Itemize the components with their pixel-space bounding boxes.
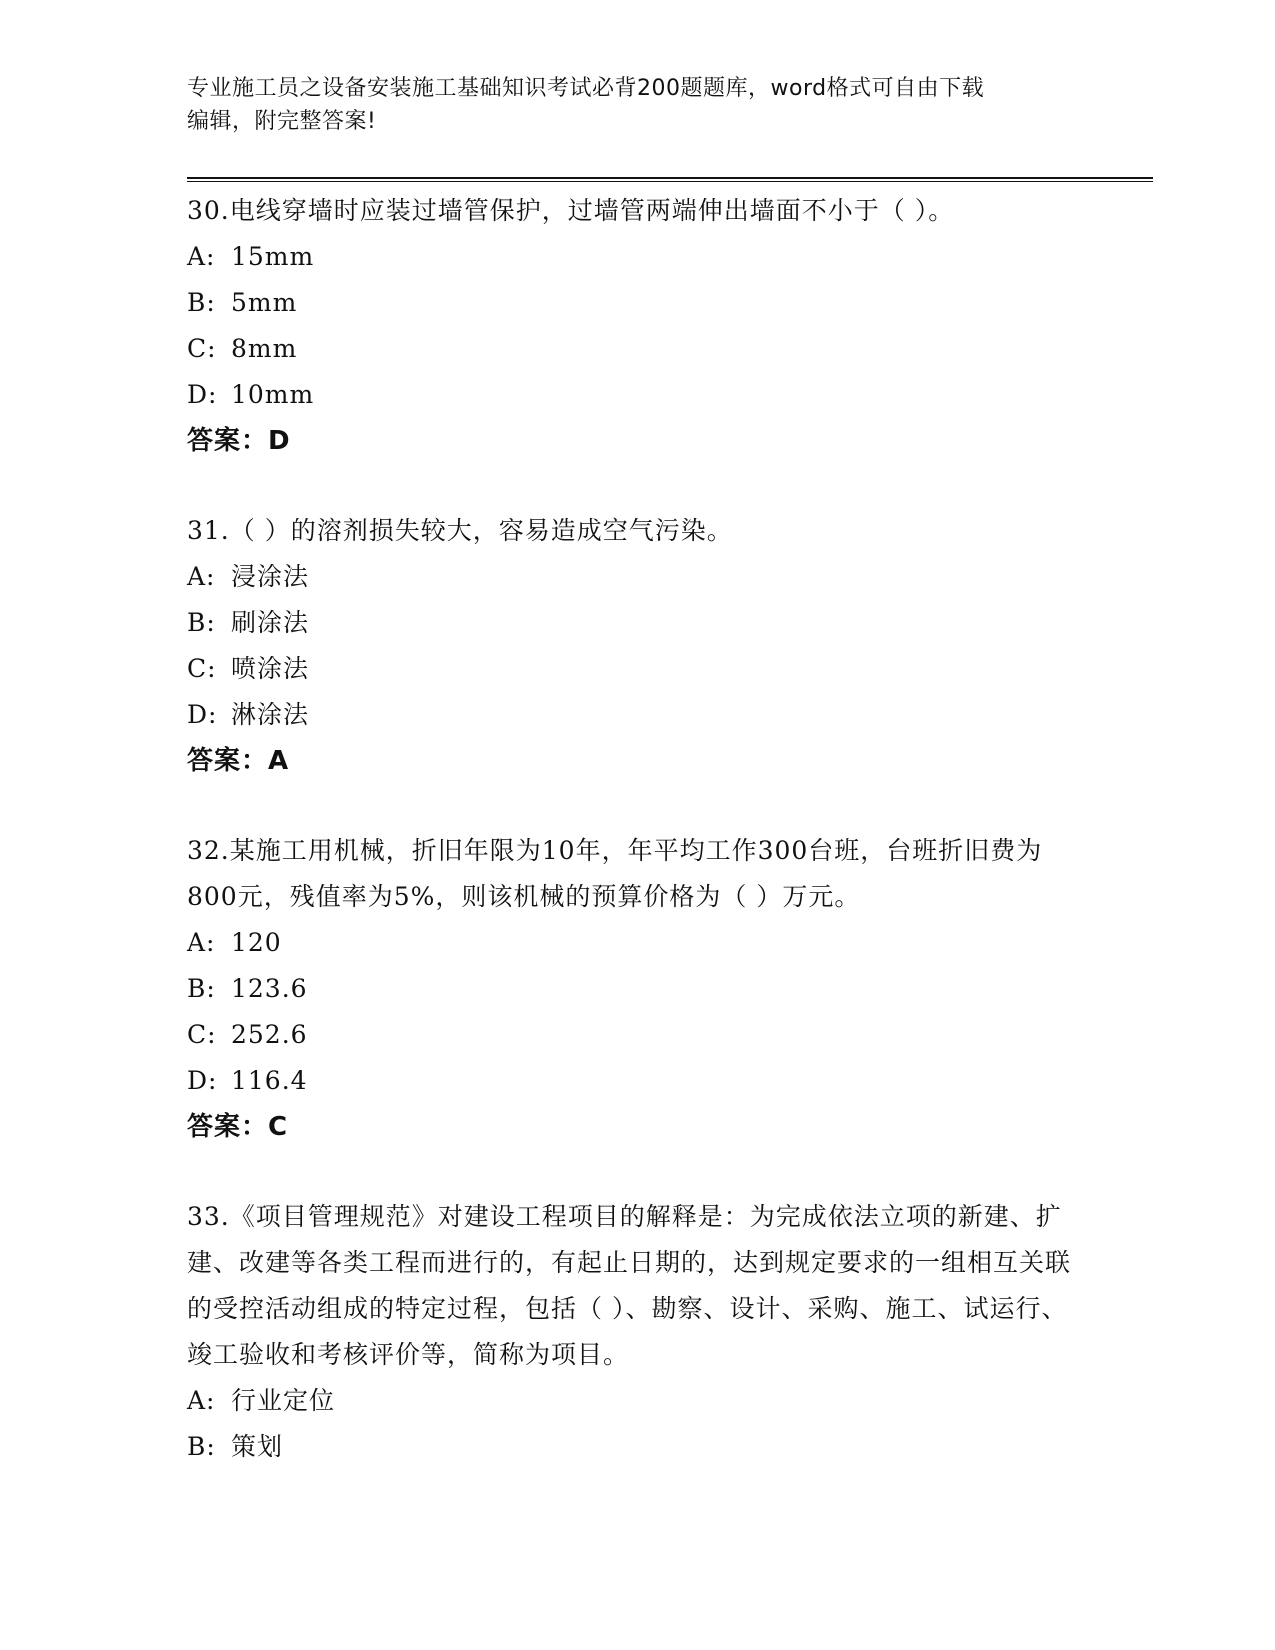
option-c bbox=[187, 326, 1077, 372]
option-letter: D: bbox=[187, 1066, 218, 1095]
option-letter: D: bbox=[187, 700, 218, 729]
option-letter: C: bbox=[187, 654, 217, 683]
question-stem: 31.（ ）的溶剂损失较大，容易造成空气污染。 bbox=[187, 516, 733, 545]
option-letter: A: bbox=[187, 562, 216, 591]
option-text: 8mm bbox=[231, 334, 298, 363]
option-a bbox=[187, 920, 1077, 966]
question-stem: 32.某施工用机械，折旧年限为10年，年平均工作300台班，台班折旧费为800元，残值率为5%，则该机械的预算价格为（ ）万元。 bbox=[187, 836, 1043, 911]
question-30 bbox=[187, 188, 1077, 464]
question-stem: 30.电线穿墙时应装过墙管保护，过墙管两端伸出墙面不小于（ ）。 bbox=[187, 196, 955, 225]
option-b bbox=[187, 966, 1077, 1012]
option-letter: A: bbox=[187, 242, 216, 271]
option-letter: C: bbox=[187, 1020, 217, 1049]
option-d bbox=[187, 692, 1077, 738]
option-letter: C: bbox=[187, 334, 217, 363]
option-letter: A: bbox=[187, 928, 216, 957]
option-d bbox=[187, 1058, 1077, 1104]
header-divider-thin bbox=[187, 181, 1153, 182]
question-31 bbox=[187, 508, 1077, 784]
option-text: 15mm bbox=[231, 242, 315, 271]
header-line-2: 编辑，附完整答案! bbox=[187, 109, 377, 134]
option-d bbox=[187, 372, 1077, 418]
option-letter: B: bbox=[187, 288, 216, 317]
option-letter: B: bbox=[187, 974, 216, 1003]
option-text: 252.6 bbox=[231, 1020, 308, 1049]
option-a bbox=[187, 1378, 1077, 1424]
answer-line: 答案：A bbox=[187, 746, 290, 776]
option-b bbox=[187, 280, 1077, 326]
option-text: 刷涂法 bbox=[231, 608, 310, 637]
option-text: 行业定位 bbox=[231, 1386, 336, 1415]
option-text: 116.4 bbox=[231, 1066, 308, 1095]
option-text: 喷涂法 bbox=[231, 654, 310, 683]
question-stem: 33.《项目管理规范》对建设工程项目的解释是：为完成依法立项的新建、扩建、改建等各类工程而进行的，有起止日期的，达到规定要求的一组相互关联的受控活动组成的特定过程，包括（ ）、勘察、设计、采购、施工、试运行、竣工验收和考核评价等，简称为项目。 bbox=[187, 1202, 1072, 1369]
option-b bbox=[187, 1424, 1077, 1470]
option-a bbox=[187, 234, 1077, 280]
question-32 bbox=[187, 828, 1077, 1150]
header-divider-thick bbox=[187, 177, 1153, 179]
option-text: 120 bbox=[231, 928, 282, 957]
option-text: 策划 bbox=[231, 1432, 284, 1461]
question-list bbox=[187, 188, 1077, 1514]
option-b bbox=[187, 600, 1077, 646]
document-header bbox=[187, 72, 1067, 138]
option-c bbox=[187, 1012, 1077, 1058]
question-33 bbox=[187, 1194, 1077, 1470]
option-text: 5mm bbox=[231, 288, 298, 317]
option-text: 浸涂法 bbox=[231, 562, 310, 591]
answer-line: 答案：D bbox=[187, 426, 291, 456]
answer-line: 答案：C bbox=[187, 1112, 289, 1142]
option-text: 淋涂法 bbox=[231, 700, 310, 729]
option-text: 10mm bbox=[231, 380, 315, 409]
header-line-1: 专业施工员之设备安装施工基础知识考试必背200题题库，word格式可自由下载 bbox=[187, 76, 985, 101]
option-letter: B: bbox=[187, 608, 216, 637]
option-letter: D: bbox=[187, 380, 218, 409]
option-text: 123.6 bbox=[231, 974, 308, 1003]
option-letter: A: bbox=[187, 1386, 216, 1415]
option-letter: B: bbox=[187, 1432, 216, 1461]
option-a bbox=[187, 554, 1077, 600]
option-c bbox=[187, 646, 1077, 692]
